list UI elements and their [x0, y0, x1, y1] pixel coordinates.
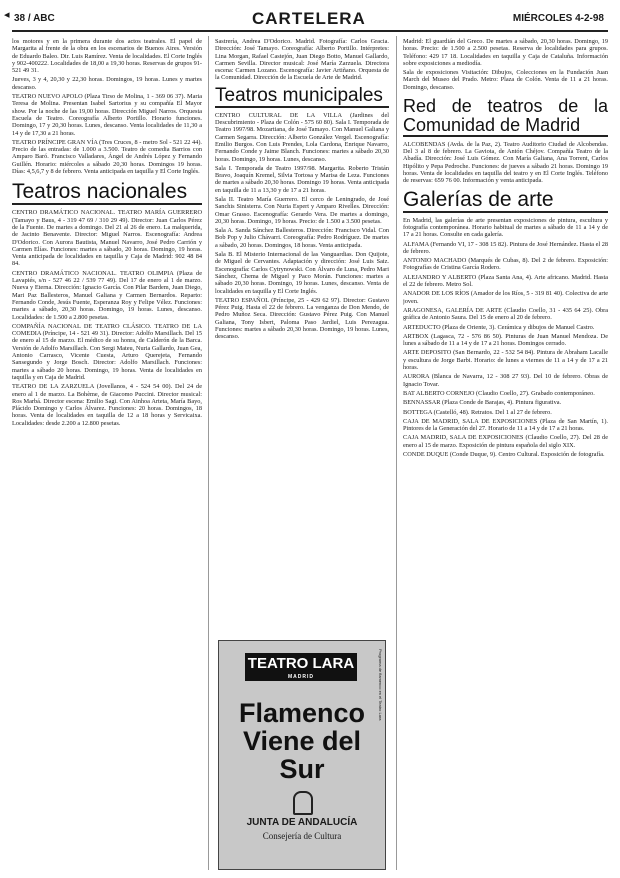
- listing-zarzuela: TEATRO DE LA ZARZUELA (Jovellanos, 4 - 524 54 00). Del 24 de enero al 1 de marzo. La Bohème, de Giacomo Puccini. Director musical: Ros Marbá. Director escena: Emilio Sagi. Con Ainhoa Arteta, María Bayo, Plácido Domingo y Carlos Álvarez. Funciones: 20 horas. Domingos, 18 horas. Venta de localidades en taquilla de 12 a 18 horas y Servicaixa. Localidades: desde 2.200 a 12.800 pesetas.: [12, 383, 202, 427]
- listing-nuevo-apolo: TEATRO NUEVO APOLO (Plaza Tirso de Molina, 1 - 369 06 37). Maria Teresa de Molina. Presentan Isabel Sartorius y su compañía El Mayor show. Por la noche de las 19,00 horas. Dirección Miguel Narros. Orquesta Escuela de Teatro. Coreografía Alberto Portillo. Horario funciones. Domingo, 17 y 20,30 horas. Lunes, descanso. Venta localidades de 11,30 a 14 y de 17,30 a 21 horas.: [12, 93, 202, 137]
- teatro-lara-logo: [245, 653, 357, 681]
- column-3: [403, 38, 608, 870]
- ad-side-text: Programa de flamenco en el Teatro Lara: [378, 649, 383, 721]
- listing: Sala B. El Misterio Internacional de las Vanguardias. Don Quijote, de Miguel de Cervantes. Adaptación y dirección: José Luis Saiz. Escenografía: Carlos Cytrynowski. Con Álvaro de Luna, Pedro Mari Sánchez, Chema de Miguel y Paco Morán. Funciones: martes a sábado 20,30 horas. Domingo, 19 horas. Lunes, descanso. Venta de localidades en taquilla y El Corte Inglés.: [215, 251, 389, 295]
- gallery-listing: ARAGONESA, GALERÍA DE ARTE (Claudio Coello, 31 - 435 64 25). Obra gráfica de Antonio Saura. Del 15 de enero al 20 de febrero.: [403, 306, 608, 322]
- listing: Sala de exposiciones Visitación: Dibujos, Colecciones en la Fundación Juan March del Museo del Prado. Metro: Plaza de Colón. Venta de 11 a 21 horas. Domingo, descanso.: [403, 69, 608, 91]
- listing: los motores y en la primera durante dos actos teatrales. El papel de Margarita al frente de la obra en los escenarios de Buenos Aires. Versión de Eduardo Baleo. Dir. Luis Ramírez. Venta de localidades. El Corte Inglés y 902-400222. Localidades de 18,00 a 19,30 horas. Reservas de grupos 91-521 49 31.: [12, 38, 202, 75]
- column-2: [215, 38, 389, 634]
- gallery-listing: ARTE DEPOSITO (San Bernardo, 22 - 532 54 84). Pintura de Abraham Lacalle y escultura de Jorge Barbi. Horario: de lunes a viernes de 11 a 14 y de 17 a 21 horas.: [403, 349, 608, 372]
- galerias-intro: En Madrid, las galerías de arte presentan exposiciones de pintura, escultura y fotografía contemporánea. Horario habitual de martes a sábado de 11 a 14 y de 17 a 21 horas. Consulte en cada galería.: [403, 216, 608, 239]
- listing-alcobendas: ALCOBENDAS (Avda. de la Paz, 2). Teatro Auditorio Ciudad de Alcobendas. Del 3 al 8 de febrero. La Gaviota, de Antón Chéjov. Compañía Teatro de la Abadía. Dirección: José Luis Gómez. Con María Galiana, Ana Torrent, Carlos Hipólito y Pepa Pedroche. Funciones: de jueves a sábado 21 horas. Domingo 19 horas. Venta de localidades en taquilla del teatro y en El Corte Inglés. Teléfono de reservas: 659 76 00. Información y venta anticipada.: [403, 140, 608, 185]
- page-header: [4, 8, 608, 32]
- gallery-listing: AURORA (Blanca de Navarra, 12 - 308 27 93). Del 10 de febrero. Obras de Ignacio Tovar.: [403, 373, 608, 388]
- listing-teatro-clasico: COMPAÑÍA NACIONAL DE TEATRO CLÁSICO. TEATRO DE LA COMEDIA (Príncipe, 14 - 521 49 31). Director: Adolfo Marsillach. Del 15 de enero al 15 de marzo. El médico de su honra, de Calderón de la Barca. Versión de Adolfo Marsillach. Con Sergi Mateu, Nuria Gallardo, Juan Gea, Antonio Carrasco, Vicente Cuesta, Arturo Querejeta, Fernando Sansegundo y Jorge Bosch. Director: Adolfo Marsillach. Funciones: martes a sábado 20 horas. Domingo, 19 horas. Venta de localidades en taquilla y en Caja de Madrid.: [12, 322, 202, 381]
- gallery-listing: ALEJANDRO Y ALBERTO (Plaza Santa Ana, 4). Arte africano. Madrid. Hasta el 22 de febrero. Metro Sol.: [403, 273, 608, 289]
- gallery-listing: ANTONIO MACHADO (Marqués de Cubas, 8). Del 2 de febrero. Exposición: Fotografías de Cristina García Rodero.: [403, 257, 608, 272]
- junta-emblem-icon: [293, 791, 313, 815]
- gallery-listing: ALFAMA (Fernando VI, 17 - 308 15 82). Pintura de José Hernández. Hasta el 28 de febrero.: [403, 240, 608, 255]
- heading-red-teatros: Red de teatros de la Comunidad de Madrid: [403, 96, 608, 135]
- ad-sponsor-sub: Consejería de Cultura: [262, 831, 342, 841]
- ad-logo-subtext: MADRID: [288, 674, 314, 680]
- section-title: CARTELERA: [252, 9, 366, 28]
- listing: Jueves, 3 y 4, 20,30 y 22,30 horas. Domingos, 19 horas. Lunes y martes descanso.: [12, 76, 202, 91]
- gallery-listing: ANADOR DE LOS RÍOS (Amador de los Ríos, 5 - 319 81 40). Colectiva de arte joven.: [403, 290, 608, 305]
- listing: Sala A. Sanda Sánchez Ballesteros. Dirección: Francisco Vidal. Con Bob Pop y Julio Chávarri. Coreografía: Pedro Rodríguez. De martes a sábado, 20 horas. Domingos, 18 horas. Venta anticipada.: [215, 227, 389, 249]
- ad-sponsor: JUNTA DE ANDALUCÍA: [246, 817, 358, 828]
- gallery-listing: BOTTEGA (Castelló, 48). Retratos. Del 1 al 27 de febrero.: [403, 408, 552, 416]
- gallery-listing: BENNASSAR (Plaza Conde de Barajas, 4). Pintura figurativa.: [403, 399, 562, 407]
- ad-slogan: Flamenco Viene del Sur: [238, 698, 366, 784]
- listing: Madrid: El guardián del Greco. De martes a sábado, 20,30 horas. Domingo, 19 horas. Precio: de 1.500 a 2.500 pesetas. Reserva de localidades para grupos. Teléfono: 429 17 18. Localidades en taquilla y Caja de Cataluña. Información sobre exposiciones a mediodía.: [403, 38, 608, 67]
- gallery-listing: ARTBOX (Lagasca, 72 - 576 86 50). Pinturas de Juan Manuel Mendoza. De lunes a sábado de 11 a 14 y de 17 a 21 horas. Domingos cerrado.: [403, 332, 608, 348]
- column-divider: [208, 36, 209, 870]
- gallery-listing: CAJA DE MADRID, SALA DE EXPOSICIONES (Plaza de San Martín, 1). Pintores de la Generación del 27. Horario de 11 a 14 y de 17 a 21 horas.: [403, 417, 608, 433]
- gallery-listing: ARTEDUCTO (Plaza de Oriente, 3). Cerámica y dibujos de Manuel Castro.: [403, 323, 595, 331]
- ad-logo-text: TEATRO LARA: [247, 655, 355, 672]
- listing-olimpia: CENTRO DRAMÁTICO NACIONAL. TEATRO OLIMPIA (Plaza de Lavapiés, s/n - 527 46 22 / 539 77 49). Del 17 de enero al 1 de marzo. Nueva y Eterna. Dirección: Ignacio García. Con Pilar Bardem, Juan Diego, Mari Paz Ballesteros, Manuel Galiana y Carmen Bernardos. Reparto: Fernando Conde, Jesús Fuente, Esperanza Roy y Felipe Vélez. Funciones: martes a sábado, 20,30 horas. Domingo, 19 horas. Lunes, descanso. Localidades: de 1.500 a 2.800 pesetas.: [12, 269, 202, 321]
- heading-teatros-nacionales: Teatros nacionales: [12, 181, 202, 205]
- listing-teatro-espanol: TEATRO ESPAÑOL (Príncipe, 25 - 429 62 97). Director: Gustavo Pérez Puig. Hasta el 22 de febrero. La venganza de Don Mendo, de Pedro Muñoz Seca. Dirección: Gustavo Pérez Puig. Con Manuel Galiana, Tony Isbert, Paloma Paso Jardiel, Luis Perezagua. Funciones: martes a sábado 20,30 horas. Domingo, 19 horas. Lunes, descanso.: [215, 296, 389, 341]
- heading-teatros-municipales: Teatros municipales: [215, 86, 389, 108]
- page-marker-icon: ◂: [4, 9, 10, 21]
- column-1: [12, 38, 202, 870]
- listing: Sala I. Temporada de Teatro 1997/98. Margarita. Roberto Tristán Bravo, Joaquín Kremel, Silvia Tortosa y Marisa de Leza. Funciones de martes a sábado 20,30 horas. Domingo 19 horas. Venta anticipada en taquilla de 11 a 13,30 y de 17 a 21 horas.: [215, 164, 389, 194]
- gallery-listing: BAT ALBERTO CORNEJO (Claudio Coello, 27). Grabado contemporáneo.: [403, 389, 595, 397]
- gallery-listing: CAJA MADRID, SALA DE EXPOSICIONES (Claudio Coello, 27). Del 28 de enero al 15 de marzo. Exposición de pintura española del siglo XIX.: [403, 434, 608, 449]
- listing: Sala II. Teatro María Guerrero. El cerco de Leningrado, de José Sanchis Sinisterra. Con Nuria Espert y Amparo Rivelles. Dirección: Omar Grasso. Escenografía: Gerardo Vera. De martes a domingo, 20,30 horas. Domingo, 19 horas. Precio: de 1.500 a 3.500 pesetas.: [215, 195, 389, 225]
- listing: Sastrería, Andrea D'Odorico. Madrid. Fotografía: Carlos Gracia. Dirección: José Tamayo. Coreografía: Alberto Portillo. Intérpretes: Lina Morgan, Rafael Castejón, Juan Diego Botto, Manuel Gallardo, Carmen Sevilla. Director musical: José María Zarzuela. Directora escena: Carmen Lozano. Escenografía: Javier Artiñano. Orquesta de la Comunidad. Dirección de la Escuela de Arte de Madrid.: [215, 38, 389, 82]
- column-divider: [396, 36, 397, 870]
- page-number: 38 / ABC: [14, 13, 55, 24]
- listing-centro-cultural-villa: CENTRO CULTURAL DE LA VILLA (Jardines del Descubrimiento - Plaza de Colón - 575 60 80). Sala I. Temporada de Teatro 1997/98. Mozartiana, de José Tamayo. Con Manuel Galiana y Carmen Segarra. Dirección: Alberto González Vergel. Escenografía: Emilio Burgos. Con Luis Prendes, Lola Cardona, Enrique Navarro, Fernando Conde y Jaime Blanch. Funciones: martes a sábado 20,30 horas. Domingo, 19 horas. Lunes, descanso.: [215, 111, 389, 163]
- page-date: MIÉRCOLES 4-2-98: [512, 13, 604, 24]
- heading-galerias-arte: Galerías de arte: [403, 189, 608, 213]
- listing-maria-guerrero: CENTRO DRAMÁTICO NACIONAL. TEATRO MARÍA GUERRERO (Tamayo y Baus, 4 - 319 47 69 / 310 29 49). Director: Juan Carlos Pérez de la Fuente. De martes a domingo. Del 21 al 26 de enero. La malquerida, de Jacinto Benavente. Director: Miguel Narros. Escenografía: Andrea D'Odorico. Con Aurora Bautista, Manuel Navarro, José Pedro Carrión y Carmen Elías. Funciones: martes a sábado, 20 horas. Domingo, 19 horas. Venta anticipada de localidades en taquilla y Caja de Madrid: 902 48 84 84.: [12, 209, 202, 268]
- advertisement-flamenco: [218, 640, 386, 870]
- gallery-listing: CONDE DUQUE (Conde Duque, 9). Centro Cultural. Exposición de fotografía.: [403, 451, 605, 458]
- listing-principe-gran-via: TEATRO PRÍNCIPE GRAN VÍA (Tres Cruces, 8 - metro Sol - 521 22 44). Precio de las entradas: de 1.000 a 3.500. Teatro de comedia Barrios con Amparo Baró. Francisco Valladares, Ángel de Andrés López y Fernando Guillén. Horario: miércoles a sábado 20,30 horas. Domingos 19 horas. Días: 4,5,6,7 y 8 de febrero. Venta anticipada en taquilla y El Corte Inglés.: [12, 138, 202, 176]
